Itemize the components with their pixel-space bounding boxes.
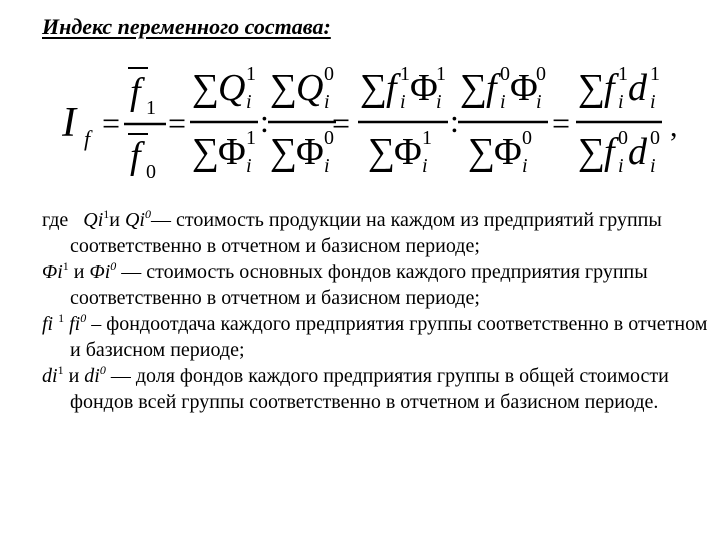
- sum-symbol: ∑: [270, 131, 298, 173]
- sub-i: i: [618, 91, 624, 113]
- var-f0: fi: [69, 313, 81, 335]
- ratio-colon: :: [260, 103, 269, 139]
- sup-0: 0: [324, 127, 334, 149]
- sum-symbol: ∑: [468, 131, 496, 173]
- sub-i: i: [246, 155, 252, 177]
- index-symbol: I: [62, 100, 76, 146]
- conj: и: [68, 365, 80, 387]
- legend-entry-d: [42, 363, 712, 415]
- f-symbol: f: [604, 131, 615, 173]
- trailing-comma: ,: [670, 110, 678, 143]
- variable-legend: [42, 207, 712, 415]
- equals-sign: =: [552, 105, 571, 141]
- f-numerator: f: [130, 71, 141, 113]
- sup-0: 0: [324, 63, 334, 85]
- var-phi1: Φi: [42, 261, 63, 283]
- f-numerator-sup: 1: [146, 97, 156, 119]
- sub-i: i: [536, 91, 542, 113]
- sub-i: i: [500, 91, 506, 113]
- f-denominator-sub: 0: [146, 161, 156, 183]
- var-q1: Qi: [83, 209, 104, 231]
- sub-i: i: [422, 155, 428, 177]
- sub-i: i: [324, 91, 330, 113]
- Q-symbol: Q: [218, 67, 246, 109]
- desc-q: — стоимость продукции на каждом из предприятий группы соответственно в отчетном и базисном периоде;: [70, 209, 662, 257]
- f-symbol: f: [386, 67, 397, 109]
- equals-sign: =: [102, 105, 121, 141]
- sup-q1: 1: [103, 207, 110, 221]
- f-denominator: f: [130, 135, 141, 177]
- var-f1: fi: [42, 313, 54, 335]
- Phi-symbol: Φ: [510, 67, 538, 109]
- sup-0: 0: [500, 63, 510, 85]
- legend-entry-f: [42, 311, 712, 363]
- sub-i: i: [436, 91, 442, 113]
- sum-symbol: ∑: [368, 131, 396, 173]
- sub-i: i: [650, 155, 656, 177]
- sub-i: i: [246, 91, 252, 113]
- sup-0: 0: [618, 127, 628, 149]
- page-title: Индекс переменного состава:: [42, 14, 331, 39]
- sup-q0: 0: [144, 207, 151, 221]
- Phi-symbol: Φ: [494, 131, 522, 173]
- d-symbol: d: [628, 67, 647, 109]
- var-d0: di: [84, 365, 100, 387]
- Phi-symbol: Φ: [410, 67, 438, 109]
- sup-1: 1: [618, 63, 628, 85]
- lead-word: где: [42, 209, 69, 231]
- ratio-colon: :: [450, 103, 459, 139]
- index-formula: [62, 62, 702, 192]
- equals-sign: =: [168, 105, 187, 141]
- f-symbol: f: [486, 67, 497, 109]
- sup-d1: 1: [57, 363, 64, 377]
- sum-symbol: ∑: [460, 67, 488, 109]
- sup-0: 0: [650, 127, 660, 149]
- sup-1: 1: [246, 63, 256, 85]
- sum-symbol: ∑: [360, 67, 388, 109]
- sup-1: 1: [422, 127, 432, 149]
- sup-d0: 0: [99, 363, 106, 377]
- sup-1: 1: [246, 127, 256, 149]
- desc-phi: — стоимость основных фондов каждого предприятия группы соответственно в отчетном и базисном периоде;: [70, 261, 648, 309]
- desc-d: — доля фондов каждого предприятия группы в общей стоимости фондов всей группы соответственно в отчетном и базисном периоде.: [70, 365, 669, 413]
- Phi-symbol: Φ: [218, 131, 246, 173]
- desc-f: – фондоотдача каждого предприятия группы соответственно в отчетном и базисном периоде;: [70, 313, 708, 361]
- sum-symbol: ∑: [578, 67, 606, 109]
- var-q0: Qi: [124, 209, 145, 231]
- sup-f1: 1: [58, 311, 65, 325]
- sum-symbol: ∑: [578, 131, 606, 173]
- f-symbol: f: [604, 67, 615, 109]
- formula-svg: [62, 62, 702, 192]
- sub-i: i: [618, 155, 624, 177]
- sup-1: 1: [650, 63, 660, 85]
- Phi-symbol: Φ: [394, 131, 422, 173]
- sup-phi0: 0: [110, 259, 117, 273]
- sub-i: i: [324, 155, 330, 177]
- Q-symbol: Q: [296, 67, 324, 109]
- index-subscript: f: [84, 126, 91, 151]
- var-d1: di: [42, 365, 58, 387]
- sup-1: 1: [436, 63, 446, 85]
- sub-i: i: [650, 91, 656, 113]
- sup-f0: 0: [80, 311, 87, 325]
- sub-i: i: [522, 155, 528, 177]
- d-symbol: d: [628, 131, 647, 173]
- conj: и: [109, 209, 120, 231]
- legend-entry-q: [42, 207, 712, 259]
- sup-0: 0: [536, 63, 546, 85]
- var-phi0: Φi: [89, 261, 111, 283]
- sup-0: 0: [522, 127, 532, 149]
- sub-i: i: [400, 91, 406, 113]
- sup-1: 1: [400, 63, 410, 85]
- conj: и: [73, 261, 85, 283]
- sup-phi1: 1: [62, 259, 69, 273]
- equals-sign: =: [332, 105, 351, 141]
- legend-entry-phi: [42, 259, 712, 311]
- sum-symbol: ∑: [192, 131, 220, 173]
- sum-symbol: ∑: [270, 67, 298, 109]
- Phi-symbol: Φ: [296, 131, 324, 173]
- sum-symbol: ∑: [192, 67, 220, 109]
